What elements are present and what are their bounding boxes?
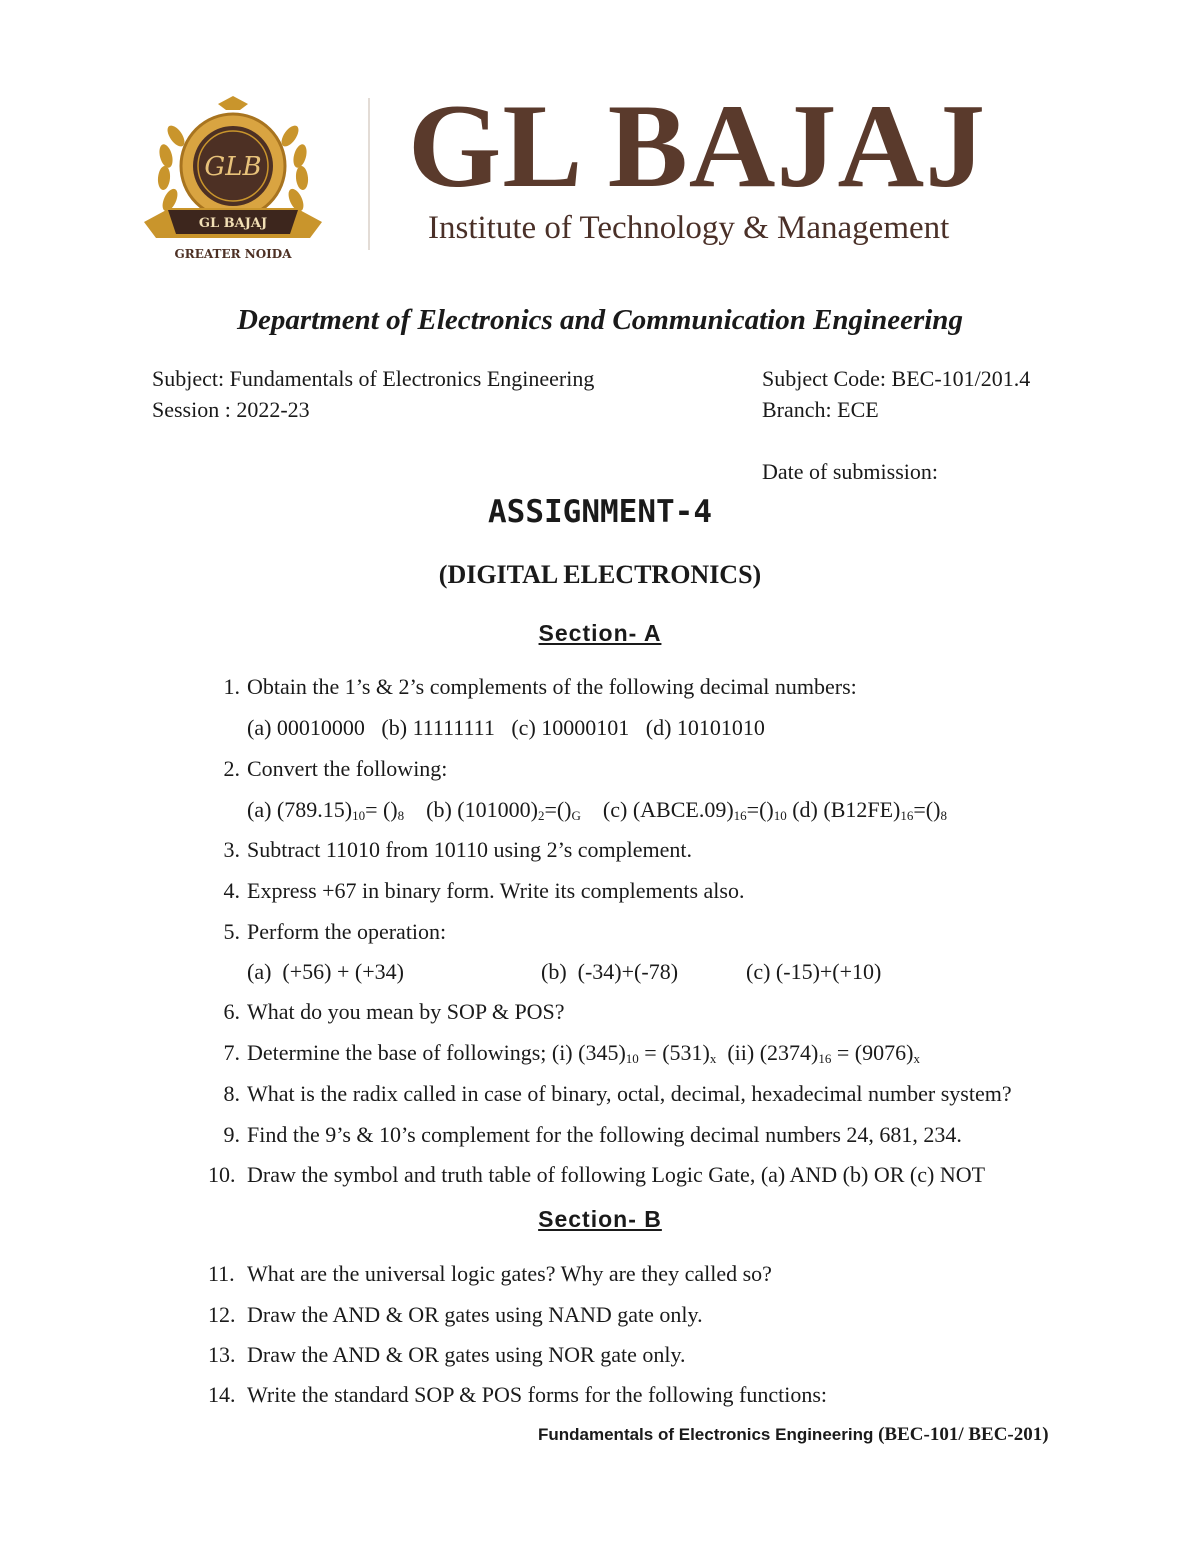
q2-option-d: (d) $(B12FE)_{16}=()_8$ bbox=[792, 797, 947, 823]
footer-course: Fundamentals of Electronics Engineering bbox=[538, 1425, 874, 1444]
question-9-text: Find the 9’s & 10’s complement for the following decimal numbers 24, 681, 234. bbox=[247, 1122, 962, 1147]
question-6-text: What do you mean by SOP & POS? bbox=[247, 999, 565, 1024]
question-number: 4. bbox=[223, 878, 240, 903]
footer-code: (BEC-101/ BEC-201) bbox=[878, 1424, 1049, 1445]
question-3-text: Subtract 11010 from 10110 using 2’s complement. bbox=[247, 837, 693, 862]
session-line: Session : 2022-23 bbox=[152, 397, 310, 422]
date-of-submission: Date of submission: bbox=[762, 459, 938, 484]
question-number: 1. bbox=[223, 674, 240, 699]
question-5-option-c: (c) (-15)+(+10) bbox=[746, 959, 882, 984]
question-number: 3. bbox=[223, 837, 240, 862]
emblem-location-text: GREATER NOIDA bbox=[174, 247, 292, 261]
emblem-monogram: GLB bbox=[204, 152, 262, 182]
emblem-banner-text: GL BAJAJ bbox=[198, 216, 268, 231]
question-number: 13. bbox=[208, 1342, 236, 1367]
question-5-option-b: (b) (-34)+(-78) bbox=[541, 959, 679, 984]
assignment-topic: (DIGITAL ELECTRONICS) bbox=[438, 560, 762, 589]
page-footer bbox=[538, 1424, 1049, 1446]
question-1-text: Obtain the 1’s & 2’s complements of the following decimal numbers: bbox=[247, 674, 857, 699]
question-number: 8. bbox=[223, 1081, 240, 1106]
q2-option-c: (c) $(ABCE.09)_{16}=()_{10}$ bbox=[602, 797, 787, 823]
question-number: 12. bbox=[208, 1302, 236, 1327]
q2-option-a: (a) $(789.15)_{10}= ()_8$ bbox=[247, 797, 405, 823]
department-heading: Department of Electronics and Communication Engineering bbox=[237, 304, 963, 336]
brand-name: GL BAJAJ bbox=[408, 79, 987, 212]
question-number: 10. bbox=[208, 1162, 236, 1187]
branch-line: Branch: ECE bbox=[762, 397, 879, 422]
brand-subtitle: Institute of Technology & Management bbox=[428, 210, 950, 246]
question-10-text: Draw the symbol and truth table of following Logic Gate, (a) AND (b) OR (c) NOT bbox=[247, 1162, 986, 1187]
question-5-option-a: (a) (+56) + (+34) bbox=[247, 959, 404, 984]
question-14-text: Write the standard SOP & POS forms for the following functions: bbox=[247, 1382, 828, 1407]
question-1-options: (a) 00010000 (b) 11111111 (c) 10000101 (d) 10101010 bbox=[247, 715, 765, 740]
question-2-text: Convert the following: bbox=[247, 756, 448, 781]
question-number: 5. bbox=[223, 919, 240, 944]
question-11-text: What are the universal logic gates? Why are they called so? bbox=[247, 1261, 772, 1286]
subject-code-line: Subject Code: BEC-101/201.4 bbox=[762, 366, 1031, 391]
question-number: 14. bbox=[208, 1382, 236, 1407]
question-12-text: Draw the AND & OR gates using NAND gate only. bbox=[247, 1302, 703, 1327]
subject-line: Subject: Fundamentals of Electronics Engineering bbox=[152, 366, 595, 391]
question-8-text: What is the radix called in case of binary, octal, decimal, hexadecimal number system? bbox=[247, 1081, 1012, 1106]
question-13-text: Draw the AND & OR gates using NOR gate only. bbox=[247, 1342, 686, 1367]
section-b-heading: Section- B bbox=[538, 1206, 662, 1232]
question-7-text: Determine the base of followings; (i) $(345)_{10} = (531)_x$ (ii) $(2374)_{16} = (9076)_x$ bbox=[247, 1040, 920, 1066]
section-a-heading: Section- A bbox=[538, 620, 662, 646]
question-number: 2. bbox=[223, 756, 240, 781]
question-4-text: Express +67 in binary form. Write its complements also. bbox=[247, 878, 745, 903]
question-number: 9. bbox=[223, 1122, 240, 1147]
question-2-options bbox=[247, 797, 947, 823]
question-number: 7. bbox=[223, 1040, 240, 1065]
q2-option-b: (b) $(101000)_2=()_G$ bbox=[426, 797, 581, 823]
question-5-text: Perform the operation: bbox=[247, 919, 447, 944]
logo-divider bbox=[368, 98, 370, 250]
question-number: 6. bbox=[223, 999, 240, 1024]
question-number: 11. bbox=[208, 1261, 235, 1286]
assignment-title: ASSIGNMENT-4 bbox=[488, 494, 712, 530]
college-emblem-logo bbox=[140, 96, 326, 264]
